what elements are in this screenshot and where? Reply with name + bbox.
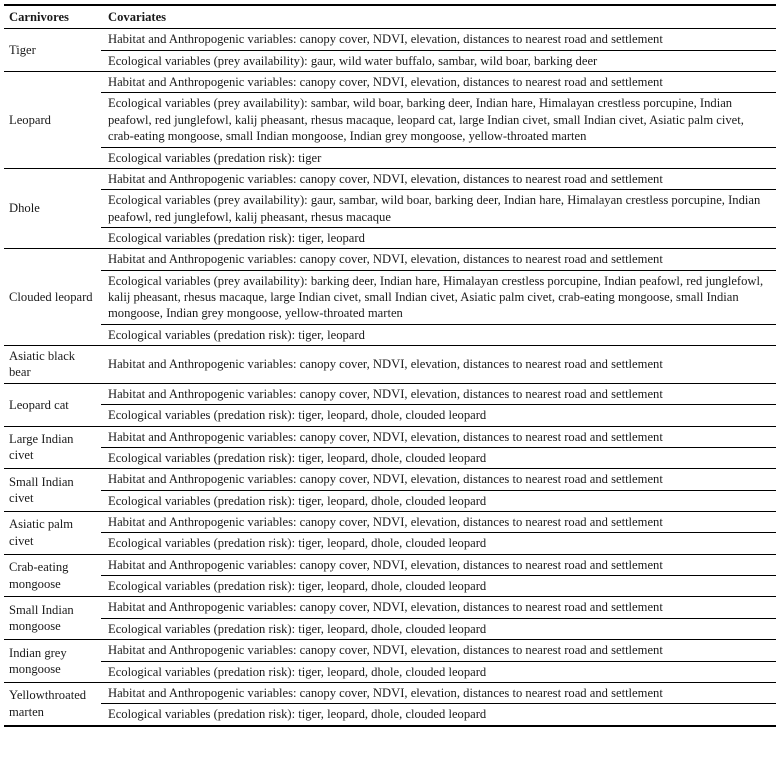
covariate-cell: Habitat and Anthropogenic variables: canopy cover, NDVI, elevation, distances to nearest road and settlement: [101, 640, 776, 661]
table-row: [4, 554, 776, 575]
carnivore-name: Small Indian civet: [4, 469, 101, 512]
covariate-cell: Habitat and Anthropogenic variables: canopy cover, NDVI, elevation, distances to nearest road and settlement: [101, 469, 776, 490]
covariate-cell: Ecological variables (predation risk): tiger: [101, 147, 776, 168]
covariate-cell: Ecological variables (predation risk): tiger, leopard, dhole, clouded leopard: [101, 490, 776, 511]
covariate-cell: Habitat and Anthropogenic variables: canopy cover, NDVI, elevation, distances to nearest road and settlement: [101, 426, 776, 447]
table-row: [4, 29, 776, 50]
carnivore-name: Small Indian mongoose: [4, 597, 101, 640]
covariate-cell: Ecological variables (prey availability): gaur, wild water buffalo, sambar, wild boar, barking deer: [101, 50, 776, 71]
table-row: [4, 383, 776, 404]
carnivore-name: Yellowthroated marten: [4, 682, 101, 725]
table-row: [4, 640, 776, 661]
table-row: [4, 511, 776, 532]
table-row: [4, 490, 776, 511]
covariate-cell: Habitat and Anthropogenic variables: canopy cover, NDVI, elevation, distances to nearest road and settlement: [101, 346, 776, 384]
table-row: [4, 324, 776, 345]
covariate-cell: Ecological variables (predation risk): tiger, leopard, dhole, clouded leopard: [101, 533, 776, 554]
covariate-cell: Habitat and Anthropogenic variables: canopy cover, NDVI, elevation, distances to nearest road and settlement: [101, 29, 776, 50]
table-row: [4, 597, 776, 618]
table-row: [4, 50, 776, 71]
carnivore-name: Indian grey mongoose: [4, 640, 101, 683]
table-row: [4, 618, 776, 639]
table-row: [4, 72, 776, 93]
column-header-carnivores: Carnivores: [4, 5, 101, 29]
table-row: [4, 227, 776, 248]
covariate-cell: Ecological variables (predation risk): tiger, leopard, dhole, clouded leopard: [101, 704, 776, 726]
covariate-cell: Habitat and Anthropogenic variables: canopy cover, NDVI, elevation, distances to nearest road and settlement: [101, 72, 776, 93]
covariate-cell: Ecological variables (predation risk): tiger, leopard: [101, 227, 776, 248]
carnivore-name: Dhole: [4, 168, 101, 248]
covariate-cell: Ecological variables (prey availability): gaur, sambar, wild boar, barking deer, Indian hare, Himalayan crestless porcupine, Indian peafowl, red junglefowl, kalij pheasant, rhesus macaque: [101, 190, 776, 228]
carnivore-name: Asiatic palm civet: [4, 511, 101, 554]
table-header: [4, 5, 776, 29]
covariate-cell: Habitat and Anthropogenic variables: canopy cover, NDVI, elevation, distances to nearest road and settlement: [101, 168, 776, 189]
covariate-cell: Ecological variables (predation risk): tiger, leopard, dhole, clouded leopard: [101, 618, 776, 639]
covariate-cell: Ecological variables (predation risk): tiger, leopard, dhole, clouded leopard: [101, 447, 776, 468]
table-row: [4, 168, 776, 189]
covariate-cell: Ecological variables (prey availability): sambar, wild boar, barking deer, Indian hare, Himalayan crestless porcupine, Indian peafowl, red junglefowl, kalij pheasant, rhesus macaque, leopard cat, large Indian civet, small Indian civet, Asiatic palm civet, crab-eating mongoose, small Indian mongoose, Indian grey mongoose, yellow-throated marten: [101, 93, 776, 147]
covariate-cell: Habitat and Anthropogenic variables: canopy cover, NDVI, elevation, distances to nearest road and settlement: [101, 383, 776, 404]
table-row: [4, 249, 776, 270]
carnivore-name: Tiger: [4, 29, 101, 72]
table-row: [4, 704, 776, 726]
covariate-cell: Ecological variables (predation risk): tiger, leopard, dhole, clouded leopard: [101, 576, 776, 597]
covariate-table-body: [4, 29, 776, 726]
table-row: [4, 270, 776, 324]
table-row: [4, 661, 776, 682]
header-row: [4, 5, 776, 29]
table-row: [4, 576, 776, 597]
covariate-cell: Habitat and Anthropogenic variables: canopy cover, NDVI, elevation, distances to nearest road and settlement: [101, 511, 776, 532]
table-row: [4, 346, 776, 384]
column-header-covariates: Covariates: [101, 5, 776, 29]
table-row: [4, 426, 776, 447]
covariate-cell: Ecological variables (predation risk): tiger, leopard: [101, 324, 776, 345]
table-row: [4, 469, 776, 490]
carnivore-name: Leopard: [4, 72, 101, 169]
carnivore-covariate-table: [4, 4, 776, 727]
covariate-cell: Habitat and Anthropogenic variables: canopy cover, NDVI, elevation, distances to nearest road and settlement: [101, 597, 776, 618]
covariate-cell: Ecological variables (predation risk): tiger, leopard, dhole, clouded leopard: [101, 661, 776, 682]
table-row: [4, 93, 776, 147]
carnivore-name: Leopard cat: [4, 383, 101, 426]
table-row: [4, 533, 776, 554]
carnivore-name: Clouded leopard: [4, 249, 101, 346]
covariate-cell: Ecological variables (prey availability): barking deer, Indian hare, Himalayan crestless porcupine, Indian peafowl, red junglefowl, kalij pheasant, rhesus macaque, large Indian civet, small Indian civet, Asiatic palm civet, crab-eating mongoose, small Indian mongoose, Indian grey mongoose, yellow-throated marten: [101, 270, 776, 324]
covariate-cell: Habitat and Anthropogenic variables: canopy cover, NDVI, elevation, distances to nearest road and settlement: [101, 249, 776, 270]
carnivore-name: Crab-eating mongoose: [4, 554, 101, 597]
table-row: [4, 147, 776, 168]
covariate-cell: Ecological variables (predation risk): tiger, leopard, dhole, clouded leopard: [101, 405, 776, 426]
table-row: [4, 405, 776, 426]
table-row: [4, 447, 776, 468]
table-row: [4, 682, 776, 703]
covariate-cell: Habitat and Anthropogenic variables: canopy cover, NDVI, elevation, distances to nearest road and settlement: [101, 682, 776, 703]
carnivore-name: Asiatic black bear: [4, 346, 101, 384]
covariate-cell: Habitat and Anthropogenic variables: canopy cover, NDVI, elevation, distances to nearest road and settlement: [101, 554, 776, 575]
table-row: [4, 190, 776, 228]
carnivore-name: Large Indian civet: [4, 426, 101, 469]
